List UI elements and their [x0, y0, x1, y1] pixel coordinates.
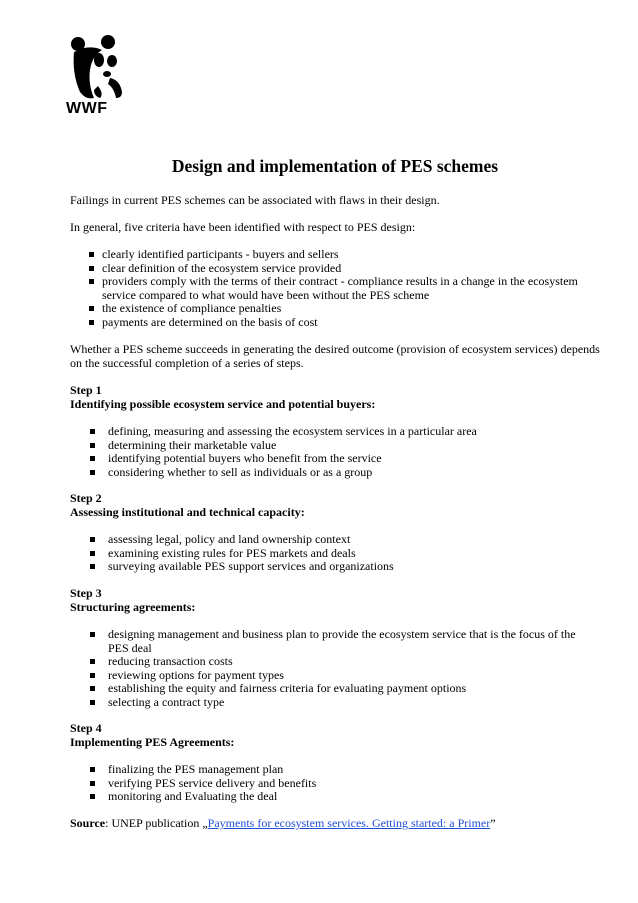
list-item: designing management and business plan to provide the ecosystem service that is the focus of the PES deal [88, 628, 588, 655]
step-2-list [88, 533, 588, 574]
source-link[interactable]: Payments for ecosystem services. Getting started: a Primer [207, 816, 491, 830]
list-item: reviewing options for payment types [88, 669, 588, 683]
source-label: Source [70, 816, 106, 830]
step-3-label: Step 3 [70, 586, 102, 600]
list-item: identifying potential buyers who benefit from the service [88, 452, 588, 466]
list-item: clear definition of the ecosystem service provided [82, 262, 590, 276]
list-item: selecting a contract type [88, 696, 588, 710]
list-item: clearly identified participants - buyers and sellers [82, 248, 590, 262]
list-item: verifying PES service delivery and benefits [88, 777, 588, 791]
list-item: surveying available PES support services and organizations [88, 560, 588, 574]
source-prefix: : UNEP publication „ [105, 816, 208, 830]
list-item: considering whether to sell as individuals or as a group [88, 466, 588, 480]
wwf-wordmark: WWF [66, 100, 108, 117]
list-item: finalizing the PES management plan [88, 763, 588, 777]
source-suffix: ” [490, 816, 496, 830]
list-item: assessing legal, policy and land ownership context [88, 533, 588, 547]
list-item: the existence of compliance penalties [82, 302, 590, 316]
intro-paragraph-1: Failings in current PES schemes can be associated with flaws in their design. [70, 193, 440, 207]
step-1-list [88, 425, 588, 479]
step-4-heading: Implementing PES Agreements: [70, 734, 235, 749]
steps-intro-paragraph: Whether a PES scheme succeeds in generating the desired outcome (provision of ecosystem services) depends on the successful completion of a series of steps. [70, 342, 600, 370]
step-3-list [88, 628, 588, 709]
list-item: determining their marketable value [88, 439, 588, 453]
step-2-heading: Assessing institutional and technical capacity: [70, 504, 305, 519]
step-1-heading: Identifying possible ecosystem service and potential buyers: [70, 396, 376, 411]
list-item: defining, measuring and assessing the ecosystem services in a particular area [88, 425, 588, 439]
source-line [70, 817, 600, 831]
step-2-label: Step 2 [70, 491, 102, 505]
list-item: monitoring and Evaluating the deal [88, 790, 588, 804]
step-3-heading: Structuring agreements: [70, 599, 196, 614]
step-4-label: Step 4 [70, 721, 102, 735]
list-item: payments are determined on the basis of cost [82, 316, 590, 330]
page-title: Design and implementation of PES schemes [171, 156, 499, 176]
list-item: examining existing rules for PES markets and deals [88, 547, 588, 561]
step-4-list [88, 763, 588, 804]
list-item: establishing the equity and fairness criteria for evaluating payment options [88, 682, 588, 696]
criteria-list [82, 248, 590, 329]
panda-icon [64, 34, 124, 100]
list-item: providers comply with the terms of their contract - compliance results in a change in the ecosystem service compared to what would have been without the PES scheme [82, 275, 590, 302]
list-item: reducing transaction costs [88, 655, 588, 669]
step-1-label: Step 1 [70, 383, 102, 397]
intro-paragraph-2: In general, five criteria have been identified with respect to PES design: [70, 220, 416, 234]
